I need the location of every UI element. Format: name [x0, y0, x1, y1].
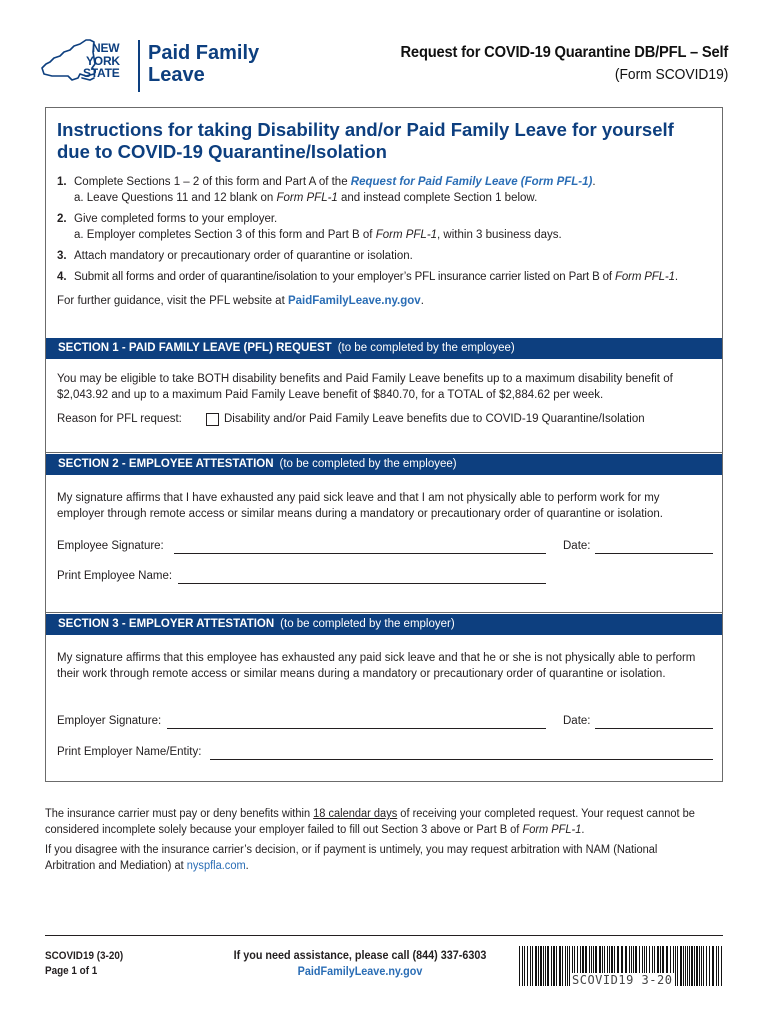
instruction-item-4 [57, 269, 717, 285]
note-text: of receiving your completed request. Your request cannot be considered incomplete solely because your employer failed to fill out Section 3 above or Part B of [45, 808, 695, 836]
logo-paid-family: Paid Family [148, 42, 260, 64]
section2-divider [46, 452, 722, 453]
note-deadline: 18 calendar days [313, 808, 398, 820]
section2-text: My signature affirms that I have exhausted any paid sick leave and that I am not physically able to perform work for my employer through remote access or similar means during a mandatory or precautionary order of quarantine or isolation. [57, 492, 663, 520]
instruction-number: 2. [57, 213, 67, 225]
logo-leave: Leave [148, 64, 205, 86]
covid-quarantine-checkbox[interactable] [206, 413, 219, 426]
logo-york: YORK [86, 53, 120, 68]
instruction-text: . [592, 176, 596, 188]
footer-assist-phone: If you need assistance, please call (844) 337-6303 [233, 948, 487, 962]
section1-text: You may be eligible to take BOTH disability benefits and Paid Family Leave benefits up to a maximum disability benefit of $2,043.92 and up to a maximum Paid Family Leave benefit of $840.70, for a TOTAL of $2,884.62 per week. [57, 373, 673, 401]
section3-header [46, 614, 722, 635]
instruction-item-1 [57, 174, 717, 206]
employer-name-label: Print Employer Name/Entity: [57, 746, 202, 758]
section3-note: (to be completed by the employer) [280, 618, 455, 630]
employee-signature-field[interactable] [174, 541, 546, 554]
nam-website-link[interactable]: nyspfla.com [186, 860, 246, 872]
note-text: . [581, 824, 585, 836]
footer-assistance [230, 947, 491, 979]
new-york-state-logo-text [83, 41, 120, 80]
logo-state: STATE [83, 66, 120, 80]
employer-date-label: Date: [563, 715, 591, 727]
instruction-item-3 [57, 248, 717, 264]
instruction-text: Complete Sections 1 – 2 of this form and Part A of the [74, 176, 351, 188]
note-text: . [245, 860, 249, 872]
note-form-ref: Form PFL-1 [522, 824, 582, 836]
employer-date-field[interactable] [595, 716, 713, 729]
employee-name-label: Print Employee Name: [57, 570, 173, 582]
arbitration-note [45, 842, 707, 874]
footer-form-id: SCOVID19 (3-20) [45, 950, 124, 962]
instruction-number: 1. [57, 176, 67, 188]
instruction-number: 3. [57, 250, 67, 262]
section3-title: SECTION 3 - EMPLOYER ATTESTATION [58, 618, 275, 630]
instruction-text: and instead complete Section 1 below. [337, 192, 538, 204]
note-text: The insurance carrier must pay or deny benefits within [45, 808, 314, 820]
employer-signature-label: Employer Signature: [57, 715, 162, 727]
instruction-text: Submit all forms and order of quarantine/isolation to your employer’s PFL insurance carrier listed on Part B of [74, 271, 616, 283]
instruction-form-ref: Form PFL-1 [276, 192, 338, 204]
section1-title: SECTION 1 - PAID FAMILY LEAVE (PFL) REQUEST [58, 342, 332, 354]
employer-signature-field[interactable] [167, 716, 546, 729]
section3-divider [46, 612, 722, 613]
section2-title: SECTION 2 - EMPLOYEE ATTESTATION [58, 458, 274, 470]
guidance-period: . [420, 295, 424, 307]
instruction-text: . [674, 271, 678, 283]
instruction-text: Give completed forms to your employer. [74, 213, 278, 225]
instruction-text: a. Employer completes Section 3 of this form and Part B of [74, 229, 376, 241]
logo-divider [138, 40, 140, 92]
instruction-text: , within 3 business days. [437, 229, 562, 241]
instructions-list [57, 174, 717, 290]
reason-option-label: Disability and/or Paid Family Leave benefits due to COVID-19 Quarantine/Isolation [224, 413, 645, 425]
instruction-item-2 [57, 211, 717, 243]
employee-date-field[interactable] [595, 541, 713, 554]
footer-rule [45, 935, 723, 936]
instructions-title: Instructions for taking Disability and/or Paid Family Leave for yourself due to COVID-19 Quarantine/Isolation [57, 119, 674, 162]
form-title: Request for COVID-19 Quarantine DB/PFL – Self [400, 44, 728, 61]
logo-new: NEW [92, 41, 120, 55]
employee-name-field[interactable] [178, 571, 546, 584]
footer-page-number: Page 1 of 1 [45, 965, 98, 977]
pfl1-form-link[interactable]: Request for Paid Family Leave (Form PFL-1) [350, 176, 593, 188]
employer-name-field[interactable] [210, 747, 713, 760]
guidance-label: For further guidance, visit the PFL website at [57, 295, 288, 307]
section1-note: (to be completed by the employee) [337, 342, 515, 354]
section2-note: (to be completed by the employee) [279, 458, 457, 470]
section1-header [46, 338, 722, 359]
pfl-website-link[interactable]: PaidFamilyLeave.ny.gov [287, 295, 421, 307]
section2-header [46, 454, 722, 475]
carrier-deadline-note [45, 806, 707, 838]
note-text: If you disagree with the insurance carrier’s decision, or if payment is untimely, you may request arbitration with NAM (National Arbitration and Mediation) at [45, 844, 658, 872]
employee-signature-label: Employee Signature: [57, 540, 164, 552]
footer-form-info [45, 949, 123, 979]
instruction-form-ref: Form PFL-1 [615, 271, 675, 283]
guidance-text [57, 295, 424, 307]
footer-website-link[interactable]: PaidFamilyLeave.ny.gov [297, 964, 423, 978]
instruction-number: 4. [57, 271, 67, 283]
section3-text: My signature affirms that this employee has exhausted any paid sick leave and that he or she is not physically able to perform their work through remote access or similar means during a mandatory or precautionary order of quarantine or isolation. [57, 652, 696, 680]
form-code: (Form SCOVID19) [614, 66, 728, 83]
instruction-text: Attach mandatory or precautionary order of quarantine or isolation. [74, 250, 413, 262]
barcode-text: SCOVID19 3-20 [572, 973, 673, 987]
employee-date-label: Date: [563, 540, 591, 552]
reason-label: Reason for PFL request: [57, 413, 182, 425]
paid-family-leave-logo-text [148, 42, 259, 86]
instruction-form-ref: Form PFL-1 [375, 229, 438, 241]
instruction-text: a. Leave Questions 11 and 12 blank on [74, 192, 277, 204]
